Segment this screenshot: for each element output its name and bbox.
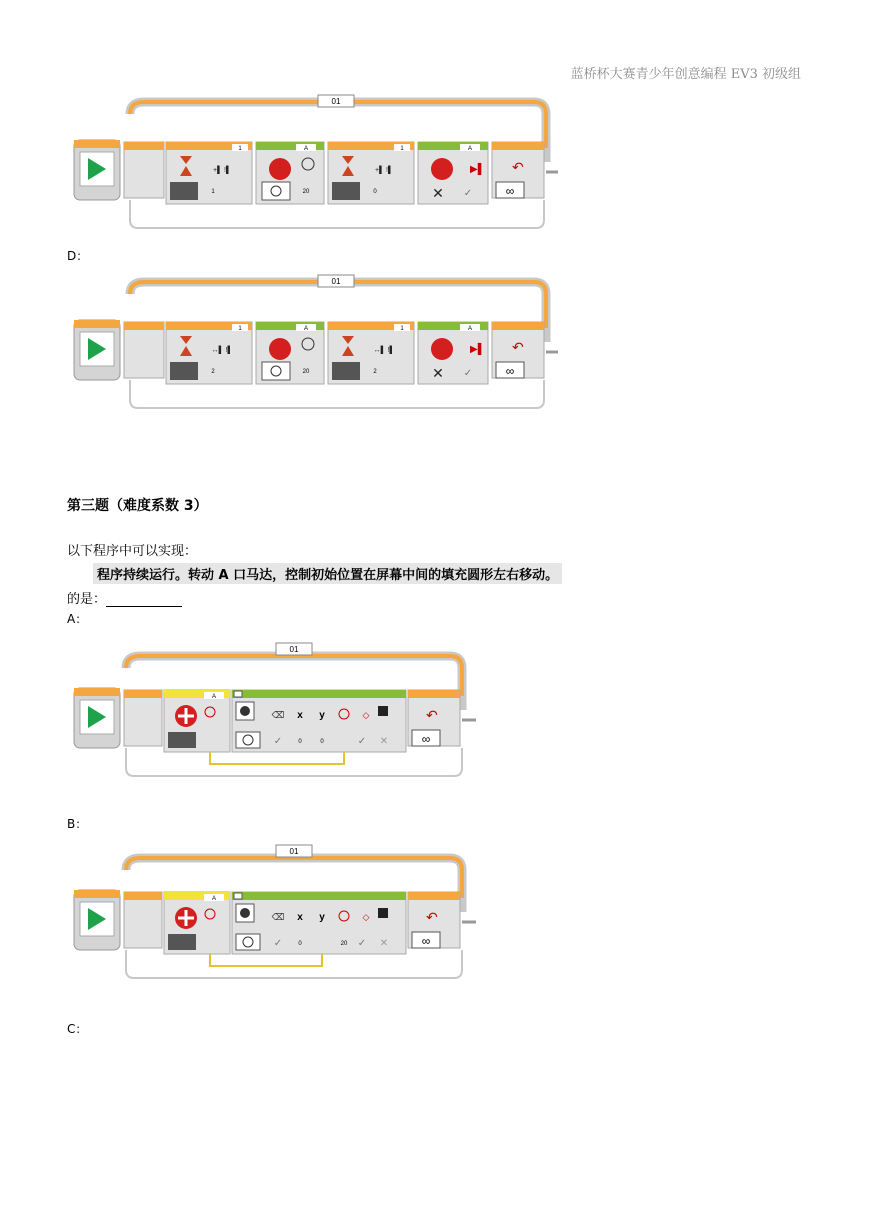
svg-text:y: y — [319, 710, 325, 721]
svg-text:A: A — [467, 326, 473, 332]
svg-text:20: 20 — [302, 189, 310, 195]
svg-text:✕: ✕ — [432, 365, 444, 381]
question-3-title: 第三题（难度系数 3） — [67, 498, 208, 514]
question-3-line1: 以下程序中可以实现： — [67, 544, 198, 559]
option-b-label: B： — [67, 817, 88, 831]
svg-text:y: y — [319, 912, 325, 923]
svg-text:01: 01 — [289, 645, 299, 654]
program-option-d — [72, 272, 562, 414]
svg-text:0: 0 — [373, 189, 377, 195]
svg-text:+▌ !▌: +▌ !▌ — [375, 167, 393, 174]
svg-text:↶: ↶ — [512, 339, 524, 355]
svg-text:20: 20 — [302, 369, 310, 375]
svg-text:∞: ∞ — [505, 364, 515, 378]
loop-label: 01 — [331, 97, 341, 106]
svg-text:A: A — [303, 146, 309, 152]
svg-text:✓: ✓ — [357, 736, 367, 747]
svg-text:↔▌ !▌: ↔▌ !▌ — [373, 347, 395, 354]
page-header: 蓝桥杯大赛青少年创意编程 EV3 初级组 — [570, 67, 801, 82]
option-a-label: A： — [67, 612, 88, 626]
svg-text:⌫: ⌫ — [271, 912, 285, 922]
svg-text:A: A — [303, 326, 309, 332]
svg-text:1: 1 — [400, 146, 404, 152]
svg-text:0: 0 — [320, 739, 324, 745]
svg-text:∞: ∞ — [421, 934, 431, 948]
svg-text:✕: ✕ — [379, 736, 389, 747]
svg-text:2: 2 — [211, 369, 215, 375]
svg-text:◇: ◇ — [362, 710, 370, 720]
program-option-b — [72, 842, 482, 984]
svg-text:✕: ✕ — [432, 185, 444, 201]
svg-text:1: 1 — [400, 326, 404, 332]
svg-text:1: 1 — [238, 326, 242, 332]
svg-text:↔▌ !▌: ↔▌ !▌ — [211, 347, 233, 354]
svg-text:↶: ↶ — [512, 159, 524, 175]
option-c-label: C： — [67, 1022, 88, 1036]
svg-text:2: 2 — [373, 369, 377, 375]
answer-blank[interactable] — [106, 594, 182, 607]
svg-text:+▌ !▌: +▌ !▌ — [213, 167, 231, 174]
option-d-label: D： — [67, 249, 89, 263]
svg-text:∞: ∞ — [421, 732, 431, 746]
svg-text:1: 1 — [238, 146, 242, 152]
svg-text:✓: ✓ — [273, 736, 283, 747]
svg-text:A: A — [211, 694, 217, 700]
svg-text:↶: ↶ — [426, 909, 438, 925]
svg-text:20: 20 — [340, 941, 348, 947]
svg-text:∞: ∞ — [505, 184, 515, 198]
svg-text:✕: ✕ — [379, 938, 389, 949]
svg-text:x: x — [297, 912, 303, 923]
program-option-a — [72, 640, 482, 782]
svg-text:0: 0 — [298, 941, 302, 947]
program-top — [72, 92, 562, 234]
svg-text:x: x — [297, 710, 303, 721]
svg-text:✓: ✓ — [357, 938, 367, 949]
svg-text:01: 01 — [331, 277, 341, 286]
svg-text:▶▌: ▶▌ — [470, 164, 485, 175]
svg-text:01: 01 — [289, 847, 299, 856]
svg-text:◇: ◇ — [362, 912, 370, 922]
svg-text:✓: ✓ — [463, 368, 473, 379]
svg-text:A: A — [467, 146, 473, 152]
svg-text:1: 1 — [211, 189, 215, 195]
svg-text:⌫: ⌫ — [271, 710, 285, 720]
svg-text:✓: ✓ — [463, 188, 473, 199]
svg-text:A: A — [211, 896, 217, 902]
question-3-line2: 程序持续运行。转动 A 口马达，控制初始位置在屏幕中间的填充圆形左右移动。 — [93, 563, 562, 584]
svg-text:0: 0 — [298, 739, 302, 745]
question-3-line3: 的是： — [67, 588, 182, 607]
svg-text:↶: ↶ — [426, 707, 438, 723]
svg-text:▶▌: ▶▌ — [470, 344, 485, 355]
svg-text:✓: ✓ — [273, 938, 283, 949]
